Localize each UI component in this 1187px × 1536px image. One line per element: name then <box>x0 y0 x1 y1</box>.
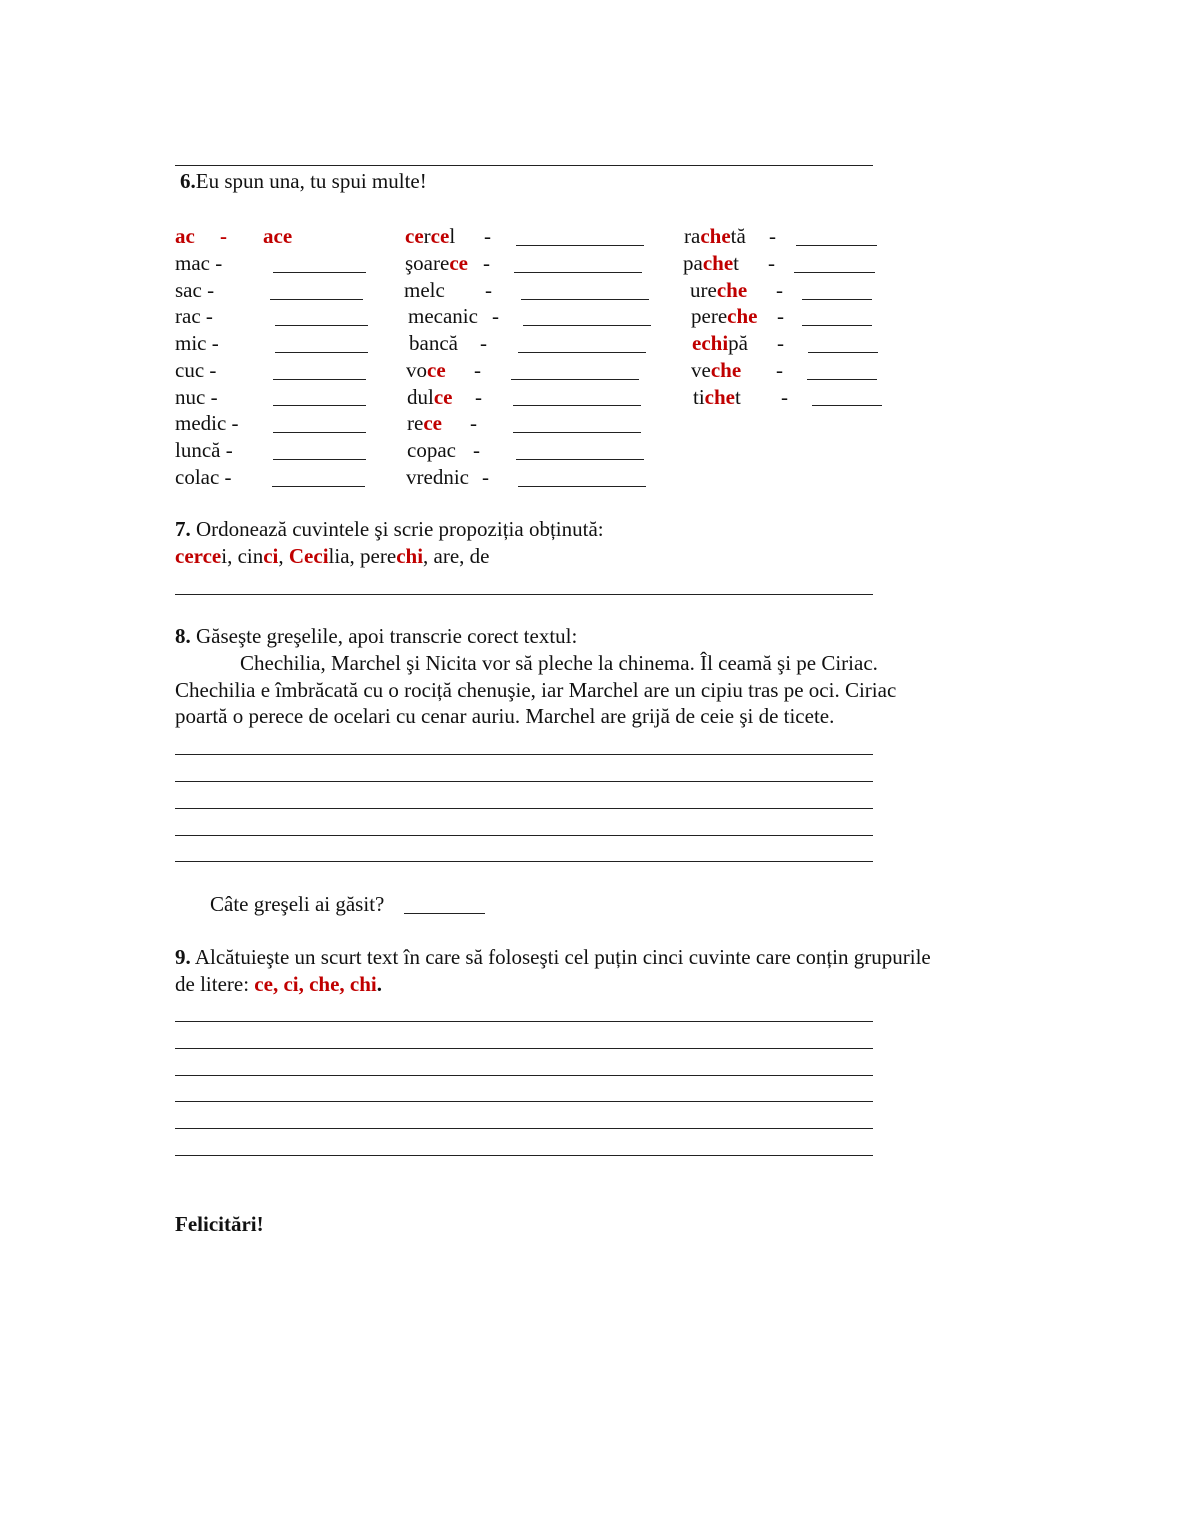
example-singular: ac <box>175 224 195 248</box>
example-dash: - <box>220 224 227 248</box>
exercise-number: 6. <box>180 169 196 193</box>
answer-blank[interactable] <box>812 405 882 406</box>
col1-word: sac - <box>175 278 215 302</box>
errors-count-question: Câte greşeli ai găsit? <box>210 892 385 916</box>
exercise-8-text-line: Chechilia e îmbrăcată cu o rociță chenuşie, iar Marchel are un cipiu tras pe oci. Ciriac <box>175 678 897 702</box>
col2-word: melc <box>404 278 445 302</box>
answer-blank[interactable] <box>516 245 644 246</box>
col1-word: luncă - <box>175 438 233 462</box>
exercise-9-heading-line2: de litere: ce, ci, che, chi. <box>175 972 382 996</box>
answer-blank[interactable] <box>794 272 875 273</box>
answer-line[interactable] <box>175 754 873 755</box>
answer-blank[interactable] <box>273 379 366 380</box>
answer-blank[interactable] <box>518 486 646 487</box>
answer-blank[interactable] <box>518 352 646 353</box>
col2-dash: - <box>473 438 480 462</box>
exercise-title: Eu spun una, tu spui multe! <box>195 169 427 193</box>
answer-line[interactable] <box>175 1075 873 1076</box>
col2-dash: - <box>480 331 487 355</box>
answer-line[interactable] <box>175 1155 873 1156</box>
answer-blank[interactable] <box>273 405 366 406</box>
col2-word: voce <box>406 358 446 382</box>
col2-word: bancă <box>409 331 458 355</box>
col2-dash: - <box>474 358 481 382</box>
exercise-8-heading: 8. Găseşte greşelile, apoi transcrie corect textul: <box>175 624 578 648</box>
col3-word: ureche <box>690 278 748 302</box>
answer-blank[interactable] <box>523 325 651 326</box>
answer-blank[interactable] <box>808 352 878 353</box>
answer-line[interactable] <box>175 594 873 595</box>
col2-word: dulce <box>407 385 453 409</box>
col3-dash: - <box>776 358 783 382</box>
answer-line[interactable] <box>175 781 873 782</box>
col1-word: nuc - <box>175 385 218 409</box>
answer-blank[interactable] <box>807 379 877 380</box>
answer-blank[interactable] <box>273 272 366 273</box>
col3-word: echipă <box>692 331 748 355</box>
col3-word: veche <box>691 358 742 382</box>
col2-word: şoarece <box>405 251 468 275</box>
exercise-8-text-line: poartă o perece de ocelari cu cenar auriu. Marchel are grijă de ceie şi de ticete. <box>175 704 835 728</box>
col1-word: cuc - <box>175 358 217 382</box>
closing-text: Felicitări! <box>175 1212 264 1236</box>
answer-blank[interactable] <box>802 325 872 326</box>
answer-line[interactable] <box>175 808 873 809</box>
col2-word: vrednic <box>406 465 469 489</box>
answer-line[interactable] <box>175 1021 873 1022</box>
col2-word: mecanic <box>408 304 478 328</box>
col2-dash: - <box>492 304 499 328</box>
col2-word: cercel <box>405 224 456 248</box>
example-plural: ace <box>263 224 293 248</box>
col2-dash: - <box>475 385 482 409</box>
answer-blank[interactable] <box>511 379 639 380</box>
answer-blank[interactable] <box>275 352 368 353</box>
col3-word: rachetă <box>684 224 746 248</box>
answer-blank[interactable] <box>272 486 365 487</box>
col2-dash: - <box>470 411 477 435</box>
col3-dash: - <box>769 224 776 248</box>
col3-dash: - <box>777 331 784 355</box>
exercise-6-heading <box>180 171 427 192</box>
col3-word: pereche <box>691 304 758 328</box>
answer-blank[interactable] <box>513 405 641 406</box>
answer-blank[interactable] <box>516 459 644 460</box>
answer-blank[interactable] <box>521 299 649 300</box>
col3-word: tichet <box>693 385 741 409</box>
col1-word: medic - <box>175 411 239 435</box>
answer-line[interactable] <box>175 861 873 862</box>
answer-blank[interactable] <box>275 325 368 326</box>
answer-blank[interactable] <box>270 299 363 300</box>
answer-line[interactable] <box>175 165 873 166</box>
exercise-9-heading: 9. Alcătuieşte un scurt text în care să foloseşti cel puțin cinci cuvinte care conțin grupurile <box>175 945 931 969</box>
col3-dash: - <box>776 278 783 302</box>
col3-word: pachet <box>683 251 739 275</box>
answer-line[interactable] <box>175 1101 873 1102</box>
exercise-8-text-line: Chechilia, Marchel şi Nicita vor să pleche la chinema. Îl ceamă şi pe Ciriac. <box>240 651 878 675</box>
col2-dash: - <box>483 251 490 275</box>
answer-line[interactable] <box>175 1128 873 1129</box>
answer-line[interactable] <box>175 1048 873 1049</box>
answer-blank[interactable] <box>273 432 366 433</box>
col3-dash: - <box>781 385 788 409</box>
col3-dash: - <box>768 251 775 275</box>
col2-dash: - <box>482 465 489 489</box>
col1-word: mic - <box>175 331 219 355</box>
col1-word: mac - <box>175 251 223 275</box>
errors-count-blank[interactable] <box>404 913 485 914</box>
col1-word: colac - <box>175 465 232 489</box>
answer-blank[interactable] <box>796 245 877 246</box>
col3-dash: - <box>777 304 784 328</box>
col2-word: rece <box>407 411 442 435</box>
answer-blank[interactable] <box>273 459 366 460</box>
answer-blank[interactable] <box>513 432 641 433</box>
exercise-7-heading: 7. Ordonează cuvintele şi scrie propoziția obținută: <box>175 517 604 541</box>
exercise-7-words: cercei, cinci, Cecilia, perechi, are, de <box>175 544 490 568</box>
col2-word: copac <box>407 438 456 462</box>
answer-blank[interactable] <box>802 299 872 300</box>
answer-blank[interactable] <box>514 272 642 273</box>
col1-word: rac - <box>175 304 213 328</box>
col2-dash: - <box>484 224 491 248</box>
col2-dash: - <box>485 278 492 302</box>
answer-line[interactable] <box>175 835 873 836</box>
